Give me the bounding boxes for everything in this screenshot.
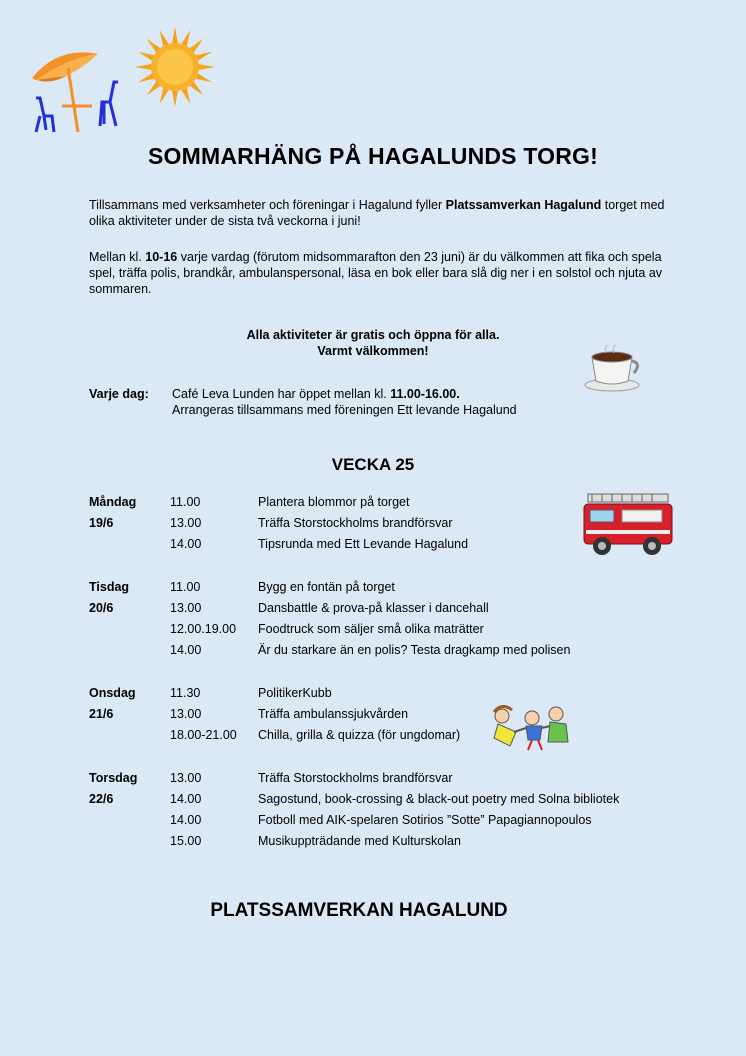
daily-label: Varje dag: <box>89 387 149 401</box>
sun-ray <box>172 91 178 107</box>
event-time: 13.00 <box>170 771 202 785</box>
schedule-row <box>170 810 592 831</box>
event-text: Träffa Storstockholms brandförsvar <box>258 516 453 530</box>
day-date: 20/6 <box>89 601 114 615</box>
event-time: 11.00 <box>170 580 201 594</box>
event-time: 13.00 <box>170 601 202 615</box>
sun-ray <box>138 74 154 83</box>
day-date: 21/6 <box>89 707 114 721</box>
event-text: PolitikerKubb <box>258 686 332 700</box>
event-text: Foodtruck som säljer små olika maträtter <box>258 622 484 636</box>
event-time: 11.00 <box>170 495 201 509</box>
event-text: Träffa ambulanssjukvården <box>258 707 409 721</box>
fire-truck-icon <box>582 490 674 558</box>
dancing-kids-icon <box>488 702 574 754</box>
schedule-row <box>170 683 332 704</box>
event-time: 13.00 <box>170 707 202 721</box>
event-time: 14.00 <box>170 643 202 657</box>
schedule-row <box>170 725 460 746</box>
event-time: 13.00 <box>170 516 202 530</box>
daily-info: Café Leva Lunden har öppet mellan kl. 11.00-16.00. Arrangeras tillsammans med föreningen Ett levande Hagalund <box>172 387 517 417</box>
sun-ray <box>135 64 151 70</box>
day-name: Torsdag <box>89 771 138 785</box>
sun-ray <box>196 52 212 61</box>
sun-ray <box>172 27 178 43</box>
schedule-row <box>170 513 453 534</box>
hours-paragraph: Mellan kl. 10-16 varje vardag (förutom midsommarafton den 23 juni) är du välkommen att fika och spela spel, träffa polis, brandkår, ambulanspersonal, läsa en bok eller bara slå dig ner i en solstol och njuta av sommaren. <box>89 250 663 296</box>
event-text: Tipsrunda med Ett Levande Hagalund <box>258 537 469 551</box>
schedule-row <box>170 831 461 852</box>
event-time: 14.00 <box>170 813 202 827</box>
day-name: Tisdag <box>89 580 130 594</box>
sun-ray <box>199 64 215 70</box>
sun-ray <box>160 30 169 46</box>
event-text: Fotboll med AIK-spelaren Sotirios ”Sotte” Papagiannopoulos <box>258 813 592 827</box>
schedule-row <box>170 789 619 810</box>
sun-ray <box>182 88 191 104</box>
day-name: Onsdag <box>89 686 136 700</box>
event-text: Chilla, grilla & quizza (för ungdomar) <box>258 728 461 742</box>
event-text: Är du starkare än en polis? Testa dragkamp med polisen <box>258 643 571 657</box>
event-text: Musikuppträdande med Kulturskolan <box>258 834 461 848</box>
event-text: Träffa Storstockholms brandförsvar <box>258 771 453 785</box>
sun-ray <box>182 30 191 46</box>
sun-ray <box>160 88 169 104</box>
event-text: Sagostund, book-crossing & black-out poetry med Solna bibliotek <box>258 792 620 806</box>
sun-ray <box>196 74 212 83</box>
sun-icon <box>133 25 217 109</box>
event-time: 14.00 <box>170 537 202 551</box>
day-date: 19/6 <box>89 516 114 530</box>
day-date: 22/6 <box>89 792 114 806</box>
schedule-row <box>170 492 409 513</box>
coffee-cup-icon <box>582 345 642 393</box>
intro-paragraph: Tillsammans med verksamheter och föreningar i Hagalund fyller Platssamverkan Hagalund torget med olika aktiviteter under de sista två veckorna i juni! <box>89 198 665 228</box>
event-time: 14.00 <box>170 792 202 806</box>
notice-line-1: Alla aktiviteter är gratis och öppna för alla. <box>246 328 500 342</box>
schedule-row <box>170 577 395 598</box>
event-time: 11.30 <box>170 686 201 700</box>
schedule-row <box>170 768 453 789</box>
footer-org-name: PLATSSAMVERKAN HAGALUND <box>210 900 508 921</box>
schedule-row <box>170 640 570 661</box>
schedule-row <box>170 704 408 725</box>
week-heading: VECKA 25 <box>331 455 415 474</box>
day-name: Måndag <box>89 495 137 509</box>
event-text: Dansbattle & prova-på klasser i dancehall <box>258 601 489 615</box>
page-title: SOMMARHÄNG PÅ HAGALUNDS TORG! <box>147 143 599 169</box>
notice-line-2: Varmt välkommen! <box>317 344 429 358</box>
event-time: 12.00.19.00 <box>170 622 237 636</box>
schedule-row <box>170 598 489 619</box>
event-text: Plantera blommor på torget <box>258 495 410 509</box>
event-time: 15.00 <box>170 834 202 848</box>
schedule-row <box>170 619 484 640</box>
schedule-row <box>170 534 468 555</box>
event-text: Bygg en fontän på torget <box>258 580 395 594</box>
umbrella-chairs-icon <box>28 46 128 138</box>
sun-ray <box>138 52 154 61</box>
event-time: 18.00-21.00 <box>170 728 237 742</box>
